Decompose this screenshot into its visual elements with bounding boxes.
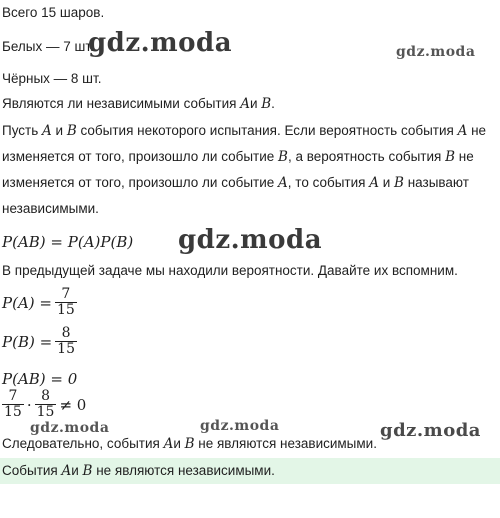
text-fragment: , а вероятность события (287, 149, 446, 164)
math-var-a: A (457, 123, 468, 139)
math-var-b: B (184, 436, 195, 452)
definition-line-1 (2, 122, 486, 140)
multiply-dot: · (26, 395, 32, 414)
fraction (55, 326, 77, 357)
math-var-b: B (261, 96, 272, 112)
math-var-a: A (42, 123, 52, 139)
math-var-b: B (394, 175, 404, 191)
probability-ab-formula: P(AB) = 0 (2, 370, 78, 388)
watermark: gdz.moda (30, 420, 110, 436)
fraction-numerator: 7 (8, 388, 18, 404)
text-fragment: Пусть (2, 123, 43, 138)
text-fragment: не являются независимыми. (194, 436, 377, 451)
fraction-denominator: 15 (57, 341, 75, 357)
fraction-denominator: 15 (4, 404, 22, 420)
fraction-denominator: 15 (56, 302, 75, 318)
math-var-a: A (278, 175, 288, 191)
question-line (2, 95, 275, 113)
math-var-b: B (66, 123, 77, 139)
punct-text: . (271, 96, 275, 111)
text-fragment: и (173, 436, 185, 451)
total-line: Всего 15 шаров. (2, 5, 105, 20)
definition-line-2 (2, 148, 474, 166)
probability-a-formula (2, 287, 80, 318)
not-equal-text: ≠ 0 (59, 395, 87, 414)
math-var-a: A (240, 96, 250, 112)
watermark: gdz.moda (396, 44, 476, 60)
watermark: gdz.moda (380, 420, 481, 441)
text-fragment: и (71, 463, 83, 478)
answer-line (2, 462, 275, 480)
text-fragment: не (467, 123, 487, 138)
text-fragment: изменяется от того, произошло ли событие (2, 149, 279, 164)
text-fragment: события некоторого испытания. Если вероятность события (76, 123, 458, 138)
fraction-numerator: 7 (61, 286, 71, 302)
text-fragment: не являются независимыми. (92, 463, 275, 478)
text-fragment: и (51, 123, 67, 138)
text-fragment: называют (403, 175, 469, 190)
fraction-numerator: 8 (41, 388, 50, 404)
text-fragment: , то события (287, 175, 370, 190)
question-text: Являются ли независимыми события (2, 96, 241, 111)
black-line: Чёрных — 8 шт. (2, 71, 102, 86)
formula-lhs: P(B) = (2, 332, 53, 351)
fraction (2, 389, 24, 420)
independence-formula: P(AB) = P(A)P(B) (2, 233, 134, 251)
fraction-numerator: 8 (61, 325, 71, 341)
text-fragment: и (378, 175, 395, 190)
watermark: gdz.moda (88, 28, 233, 58)
watermark: gdz.moda (200, 418, 280, 434)
math-var-a: A (61, 463, 72, 479)
definition-line-4: независимыми. (2, 201, 99, 216)
formula-lhs: P(A) = (2, 293, 52, 312)
product-inequality-formula (2, 389, 86, 420)
fraction (35, 389, 57, 420)
text-fragment: не (455, 149, 474, 164)
math-var-b: B (82, 463, 93, 479)
white-line: Белых — 7 шт. (2, 39, 94, 54)
definition-line-3 (2, 174, 469, 192)
conclusion-line (2, 435, 377, 453)
probability-b-formula (2, 326, 80, 357)
math-var-a: A (163, 436, 174, 452)
text-fragment: Следовательно, события (2, 436, 164, 451)
fraction (55, 287, 77, 318)
watermark: gdz.moda (178, 225, 323, 255)
fraction-denominator: 15 (36, 404, 55, 420)
math-var-b: B (445, 149, 455, 165)
conj-text: и (249, 96, 262, 111)
math-var-b: B (278, 149, 288, 165)
math-var-a: A (369, 175, 379, 191)
previous-task-line: В предыдущей задаче мы находили вероятности. Давайте их вспомним. (2, 263, 458, 278)
text-fragment: изменяется от того, произошло ли событие (2, 175, 279, 190)
text-fragment: События (2, 463, 62, 478)
